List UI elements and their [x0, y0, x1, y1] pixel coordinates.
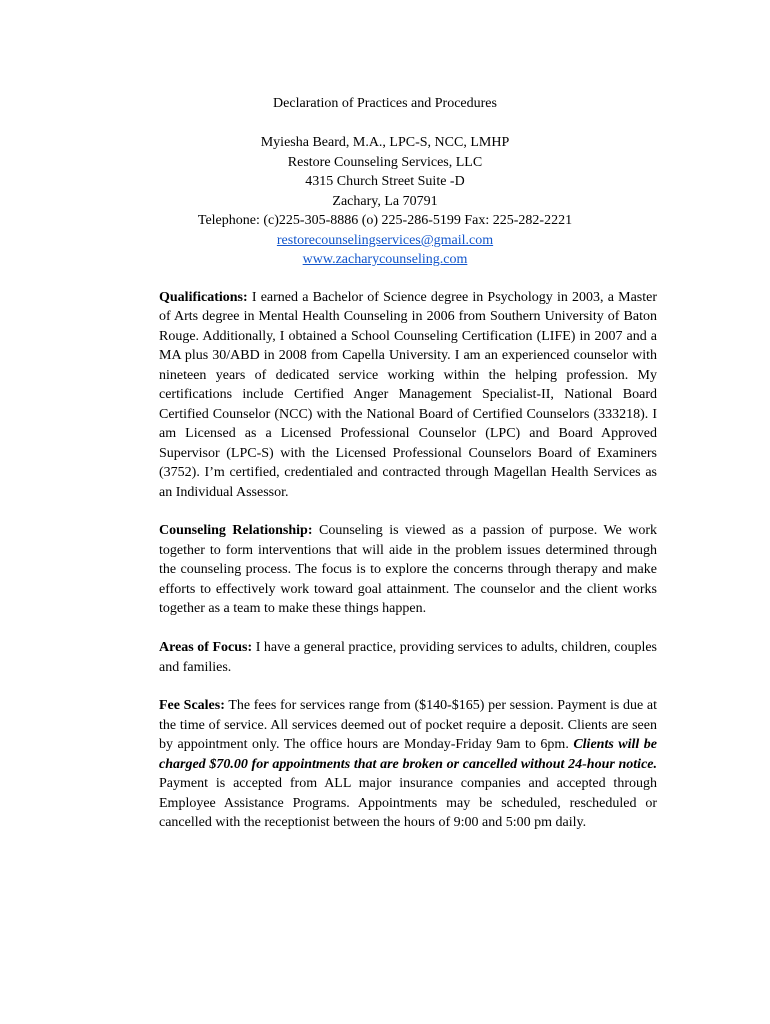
focus-text: I have a general practice, providing services to adults, children, couples and families.: [159, 640, 657, 675]
website-link[interactable]: www.zacharycounseling.com: [302, 252, 468, 267]
fees-paragraph: [159, 696, 657, 832]
email-line: [0, 231, 770, 251]
qualifications-heading: Qualifications:: [159, 290, 248, 305]
document-body: [159, 288, 657, 852]
document-title: Declaration of Practices and Procedures: [273, 96, 497, 111]
city-state-zip: Zachary, La 70791: [332, 193, 438, 209]
cancellation-policy: Clients will be charged $70.00 for appointments that are broken or cancelled without 24-hour notice.: [159, 737, 658, 772]
relationship-text: Counseling is viewed as a passion of purpose. We work together to form interventions that will aide in the problem issues determined through the counseling process. The focus is to explore the concerns through therapy and make efforts to effectively work toward goal attainment. The counselor and the client works together as a team to make these things happen.: [159, 523, 657, 617]
fees-text-before: The fees for services range from ($140-$165) per session. Payment is due at the time of service. All services deemed out of pocket require a deposit. Clients are seen by appointment only. The office hours are Monday-Friday 9am to 6pm.: [159, 698, 657, 753]
qualifications-text: I earned a Bachelor of Science degree in Psychology in 2003, a Master of Arts degree in Mental Health Counseling in 2006 from Southern University of Baton Rouge. Additionally, I obtained a School Counseling Certification (LIFE) in 2007 and a MA plus 30/ABD in 2008 from Capella University. I am an experienced counselor with nineteen years of dedicated service working within the helping profession. My certifications include Certified Anger Management Specialist-II, National Board Certified Counselor (NCC) with the National Board of Certified Counselors (333218). I am Licensed as a Licensed Professional Counselor (LPC) and Board Approved Supervisor (LPC-S) with the Licensed Professional Counselors Board of Examiners (3752). I’m certified, credentialed and contracted through Magellan Health Services as an Individual Assessor.: [159, 290, 657, 500]
phone-numbers: Telephone: (c)225-305-8886 (o) 225-286-5199 Fax: 225-282-2221: [197, 213, 573, 228]
relationship-paragraph: [159, 521, 657, 618]
focus-paragraph: [159, 638, 657, 677]
fees-heading: Fee Scales:: [159, 698, 225, 714]
street-address: 4315 Church Street Suite -D: [305, 174, 465, 189]
relationship-heading: Counseling Relationship:: [159, 523, 313, 539]
website-line: [0, 250, 770, 270]
company-name: Restore Counseling Services, LLC: [287, 154, 483, 170]
fees-text-after: Payment is accepted from ALL major insurance companies and accepted through Employee Assistance Programs. Appointments may be scheduled, rescheduled or cancelled with the receptionist between the hours of 9:00 and 5:00 pm daily.: [159, 776, 657, 831]
letterhead: [0, 94, 770, 270]
focus-heading: Areas of Focus:: [159, 640, 253, 656]
spacer: [0, 114, 770, 134]
qualifications-paragraph: [159, 288, 657, 502]
email-link[interactable]: restorecounselingservices@gmail.com: [276, 232, 494, 248]
practitioner-name: Myiesha Beard, M.A., LPC-S, NCC, LMHP: [260, 135, 510, 150]
